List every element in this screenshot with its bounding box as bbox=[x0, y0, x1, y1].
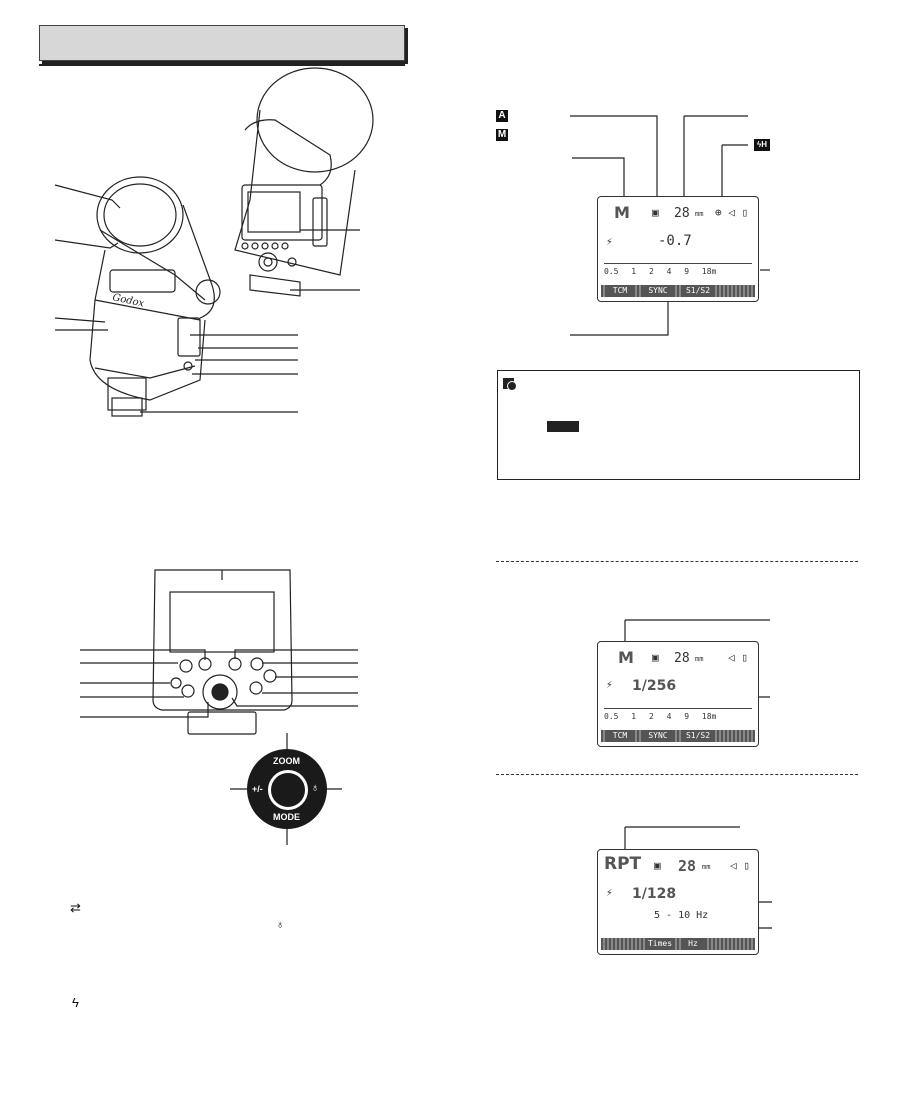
metering-icon: ▣ bbox=[652, 206, 659, 219]
manual-zoom-value: 28 bbox=[674, 651, 690, 666]
control-dial bbox=[247, 749, 327, 829]
manual-power-value: 1/256 bbox=[632, 678, 677, 694]
modeling-lamp-icon: ♁ bbox=[311, 782, 320, 794]
manual-btn-s1s2: S1/S2 bbox=[681, 730, 715, 742]
dial-fec-label: +/- bbox=[252, 784, 263, 794]
manual-flash-ready-icon: ⚡ bbox=[606, 678, 613, 691]
wireless-arrow-icon: ⇄ bbox=[70, 900, 81, 915]
lcd-btn-tcm: TCM bbox=[605, 285, 635, 297]
main-lcd-display bbox=[597, 196, 759, 302]
lamp-icon: ♁ bbox=[276, 919, 285, 931]
scale-bar bbox=[604, 263, 752, 264]
manual-btn-sync: SYNC bbox=[641, 730, 675, 742]
separator-2 bbox=[496, 774, 858, 775]
flash-ready-icon: ⚡ bbox=[606, 235, 613, 248]
manual-scale-bar bbox=[604, 708, 752, 709]
multi-zoom-unit: mm bbox=[702, 863, 711, 871]
high-speed-sync-icon: ϟH bbox=[754, 139, 770, 151]
function-bar bbox=[601, 285, 755, 297]
lcd-mode: M bbox=[614, 203, 630, 222]
multi-status-icons: ◁ ▯ bbox=[730, 859, 750, 872]
set-button bbox=[268, 770, 308, 810]
multi-lcd-mode: RPT bbox=[604, 854, 642, 874]
multi-times-hz: 5 - 10 Hz bbox=[654, 910, 709, 921]
manual-status-icons: ◁ ▯ bbox=[728, 651, 748, 664]
zoom-value: 28 bbox=[674, 206, 690, 221]
manual-lcd-mode: M bbox=[618, 648, 634, 667]
godox-logo: Godox bbox=[111, 292, 146, 310]
multi-btn-times: Times bbox=[645, 938, 675, 950]
multi-zoom-value: 28 bbox=[678, 857, 697, 875]
manual-function-bar bbox=[601, 730, 755, 742]
wireless-icon: ⊕ ◁ ▯ bbox=[715, 206, 749, 219]
auto-mode-icon: A bbox=[496, 110, 508, 122]
distance-scale: 0.5 1 2 4 9 18m bbox=[604, 267, 717, 276]
multi-metering-icon: ▣ bbox=[654, 859, 661, 872]
dial-zoom-label: ZOOM bbox=[273, 756, 300, 766]
fec-value: -0.7 bbox=[658, 233, 692, 249]
manual-metering-icon: ▣ bbox=[652, 651, 659, 664]
flash-bolt-icon: ϟ bbox=[72, 995, 79, 1010]
separator-1 bbox=[496, 561, 858, 562]
note-icon bbox=[503, 378, 514, 389]
note-box bbox=[497, 370, 860, 480]
note-highlight bbox=[547, 421, 579, 432]
multi-lcd-display bbox=[597, 849, 759, 955]
manual-zoom-unit: mm bbox=[695, 655, 704, 663]
multi-function-bar bbox=[601, 938, 755, 950]
multi-flash-ready-icon: ⚡ bbox=[606, 886, 613, 899]
lcd-btn-sync: SYNC bbox=[641, 285, 675, 297]
manual-btn-tcm: TCM bbox=[605, 730, 635, 742]
dial-mode-label: MODE bbox=[273, 812, 300, 822]
manual-distance-scale: 0.5 1 2 4 9 18m bbox=[604, 712, 717, 721]
round-head-front bbox=[97, 177, 183, 253]
multi-power-value: 1/128 bbox=[632, 886, 677, 902]
manual-mode-icon: M bbox=[497, 129, 507, 140]
zoom-unit: mm bbox=[695, 210, 704, 218]
manual-lcd-display bbox=[597, 641, 759, 747]
lcd-btn-s1s2: S1/S2 bbox=[681, 285, 715, 297]
multi-btn-hz: Hz bbox=[681, 938, 705, 950]
